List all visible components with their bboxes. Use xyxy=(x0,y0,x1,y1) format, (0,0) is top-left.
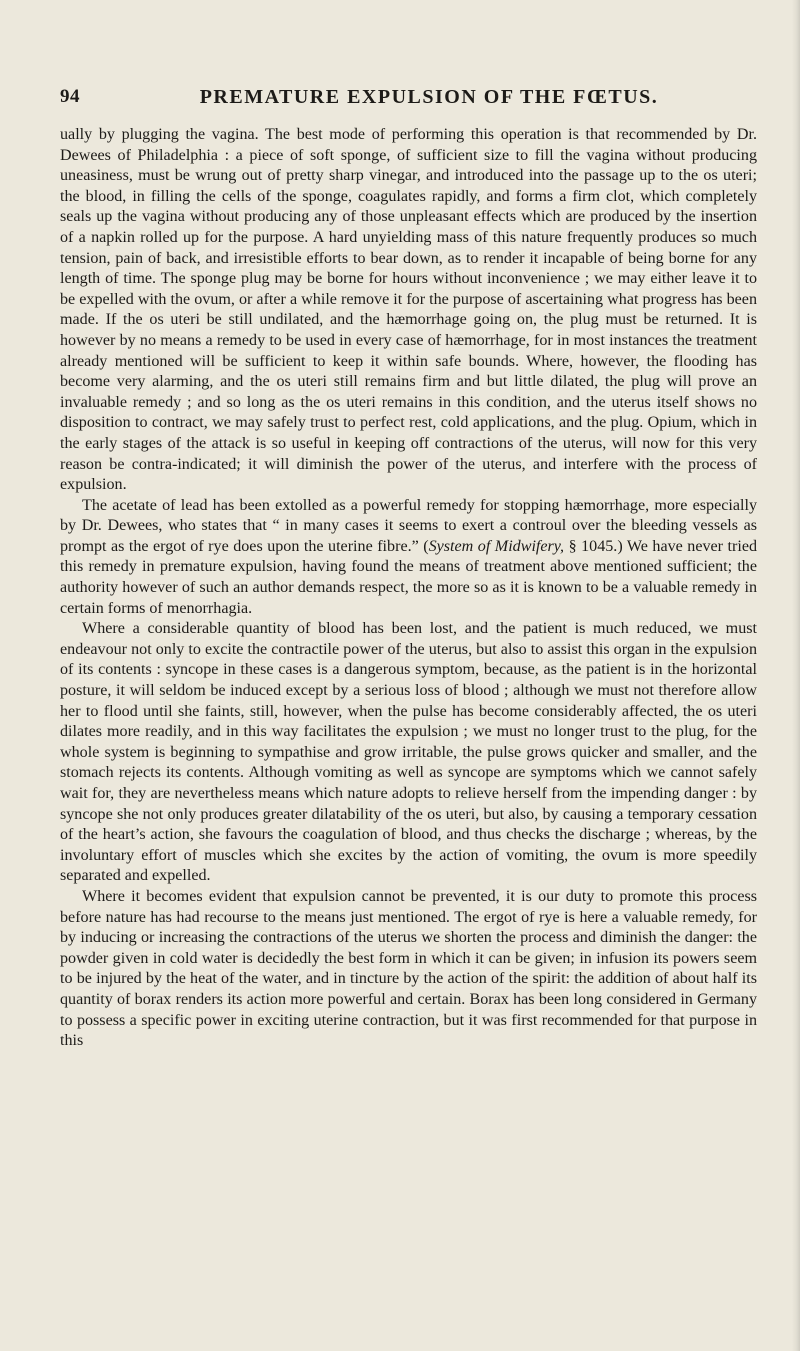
citation-title: System of Midwifery, xyxy=(428,537,565,555)
paragraph-text: § 1045.) We have never tried this remedy in premature expulsion, having found the means of treatment above mentioned sufficient; the authority however of such an author demands respect, the more so as it is known to be a valuable remedy in certain forms of menorrhagia. xyxy=(60,537,758,617)
page-number: 94 xyxy=(60,86,80,107)
page-edge-shadow xyxy=(792,0,800,1351)
paragraph-text: Where a considerable quantity of blood has been lost, and the patient is much reduced, we must endeavour not only to excite the contractile power of the uterus, but also to assist this organ in the expulsion of its contents : syncope in these cases is a dangerous symptom, because, as the patient is in the horizontal posture, it will seldom be induced except by a serious loss of blood ; although we must not therefore allow her to flood until she faints, still, however, when the pulse has become considerably affected, the os uteri dilates more readily, and in this way facilitates the expulsion ; we must no longer trust to the plug, for the whole system is beginning to sympathise and grow irritable, the pulse grows quicker and smaller, and the stomach rejects its contents. Although vomiting as well as syncope are symptoms which we cannot safely wait for, they are nevertheless means which nature adopts to relieve herself from the impending danger : by syncope she not only produces greater dilatability of the os uteri, but also, by causing a temporary cessation of the heart’s action, she favours the coagulation of blood, and thus checks the discharge ; whereas, by the involuntary effort of muscles which she excites by the action of vomiting, the ovum is more speedily separated and expelled. xyxy=(60,620,757,885)
body-text xyxy=(60,125,757,1052)
paragraph-text: ually by plugging the vagina. The best mode of performing this operation is that recommended by Dr. Dewees of Philadelphia : a piece of soft sponge, of sufficient size to fill the vagina without producing uneasiness, must be wrung out of pretty sharp vinegar, and introduced into the passage up to the os uteri; the blood, in filling the cells of the sponge, coagulates rapidly, and forms a firm clot, which completely seals up the vagina without producing any of those unpleasant effects which are produced by the insertion of a napkin rolled up for the purpose. A hard unyielding mass of this nature frequently produces so much tension, pain of back, and irresistible efforts to bear down, as to render it incapable of being borne for any length of time. The sponge plug may be borne for hours without inconvenience ; we may either leave it to be expelled with the ovum, or after a while remove it for the purpose of ascertaining what progress has been made. If the os uteri be still undilated, and the hæmorrhage going on, the plug must be returned. It is however by no means a remedy to be used in every case of hæmorrhage, for in most instances the treatment already mentioned will be sufficient to keep it within safe bounds. Where, however, the flooding has become very alarming, and the os uteri still remains firm and but little dilated, the plug will prove an invaluable remedy ; and so long as the os uteri remains in this condition, and the uterus itself shows no disposition to contract, we may safely trust to perfect rest, cold applications, and the plug. Opium, which in the early stages of the attack is so useful in keeping off contractions of the uterus, will now for this very reason be contra-indicated; it will diminish the power of the uterus, and interfere with the process of expulsion. xyxy=(60,126,757,494)
running-head: PREMATURE EXPULSION OF THE FŒTUS. xyxy=(199,86,659,108)
paragraph xyxy=(60,887,757,1052)
paragraph xyxy=(60,125,757,496)
paragraph xyxy=(60,496,757,620)
paragraph-text: Where it becomes evident that expulsion cannot be prevented, it is our duty to promote this process before nature has had recourse to the means just mentioned. The ergot of rye is here a valuable remedy, for by inducing or increasing the contractions of the uterus we shorten the process and diminish the danger: the powder given in cold water is decidedly the best form in which it can be given; in infusion its powers seem to be injured by the heat of the water, and in tincture by the action of the spirit: the addition of about half its quantity of borax renders its action more powerful and certain. Borax has been long considered in Germany to possess a specific power in exciting uterine contraction, but it was first recommended for that purpose in this xyxy=(60,887,757,1050)
page-header xyxy=(60,86,758,112)
paragraph xyxy=(60,619,757,887)
paragraph-text: The acetate of lead has been extolled as a powerful remedy for stopping hæmorrhage, more especially by Dr. Dewees, who states that “ in many cases it seems to exert a controul over the bleeding vessels as prompt as the ergot of rye does upon the uterine fibre.” ( xyxy=(60,496,757,555)
